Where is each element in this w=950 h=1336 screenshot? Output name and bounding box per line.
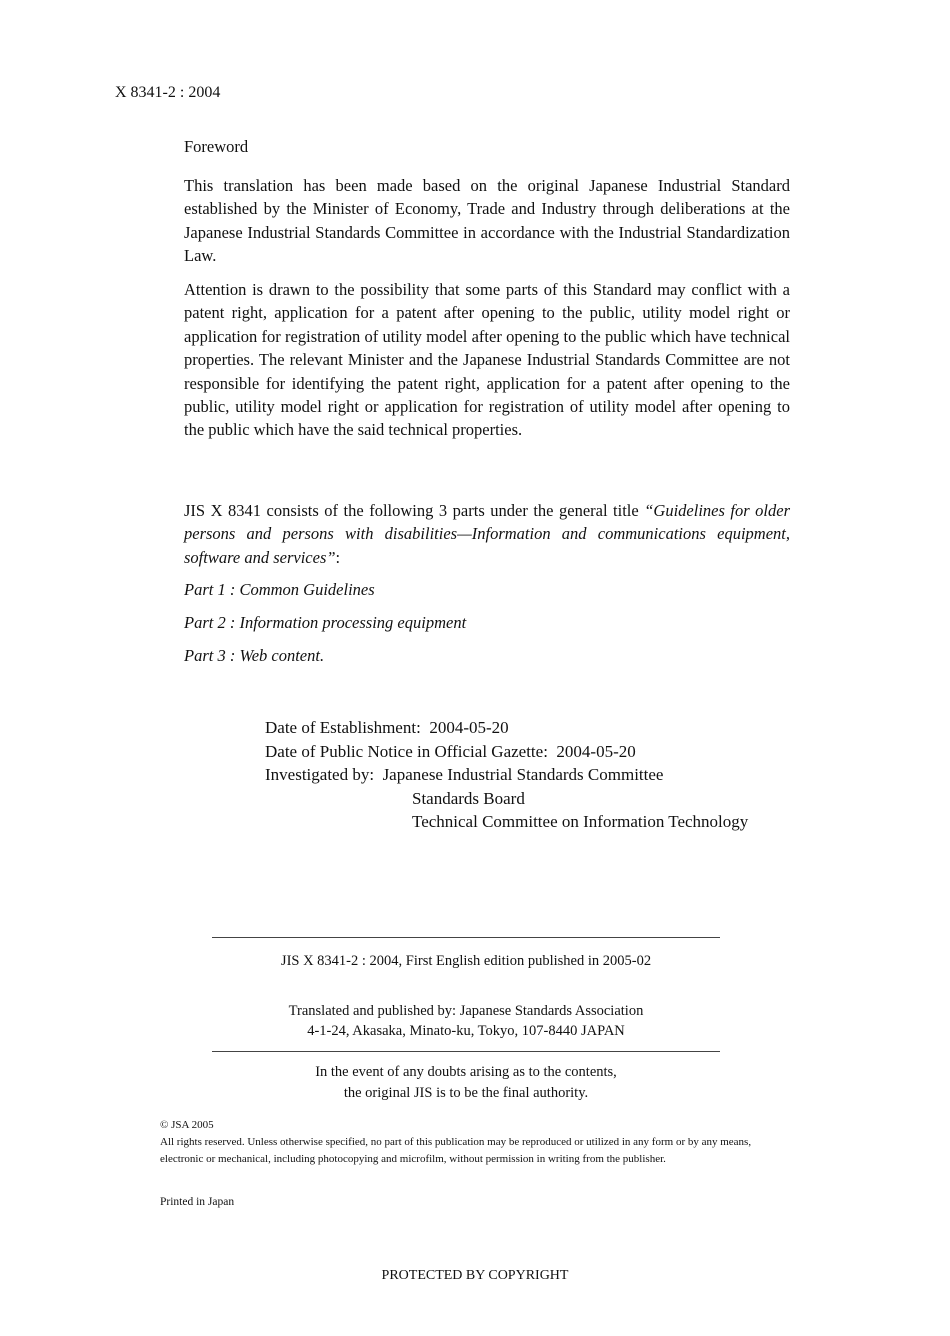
edition-line: JIS X 8341-2 : 2004, First English edition published in 2005-02 (280, 953, 652, 969)
publisher-block (212, 1001, 720, 1041)
investigated-body-2: Standards Board (412, 788, 525, 808)
part-3-title: Web content. (239, 646, 325, 665)
investigated-label: Investigated by: (265, 765, 375, 785)
notice-label: Date of Public Notice in Official Gazette: (265, 741, 548, 761)
investigated-row (265, 763, 748, 787)
divider-top (212, 937, 720, 938)
establishment-label: Date of Establishment: (265, 718, 421, 737)
parts-intro-colon: : (335, 547, 341, 567)
translated-by: Translated and published by: Japanese Standards Association (288, 1003, 644, 1019)
notice-row (265, 740, 748, 764)
establishment-info (265, 716, 748, 834)
divider-bottom (212, 1051, 720, 1052)
part-1-label: Part 1 : (184, 580, 240, 599)
part-1-title: Common Guidelines (239, 580, 375, 599)
part-2-label: Part 2 : (184, 613, 240, 632)
legal-notice (160, 1117, 780, 1168)
printed-in: Printed in Japan (160, 1196, 235, 1208)
establishment-date: 2004-05-20 (429, 718, 509, 737)
authority-note-line-1: In the event of any doubts arising as to the contents, (315, 1064, 617, 1080)
general-title: “Guidelines for older persons and persons with disabilities—Information and communications equipment, software and services” (184, 501, 791, 567)
parts-intro: JIS X 8341 consists of the following 3 parts under the general title (184, 501, 639, 520)
authority-note (212, 1062, 720, 1104)
part-2-title: Information processing equipment (239, 613, 467, 632)
copyright-footer: PROTECTED BY COPYRIGHT (381, 1268, 569, 1283)
investigated-body-3: Technical Committee on Information Technology (412, 812, 749, 832)
document-code: X 8341-2 : 2004 (115, 84, 221, 101)
investigated-body-1: Japanese Industrial Standards Committee (382, 765, 664, 785)
copyright-line: © JSA 2005 (160, 1119, 214, 1131)
publisher-address: 4-1-24, Akasaka, Minato-ku, Tokyo, 107-8440 JAPAN (307, 1023, 625, 1039)
part-1 (184, 580, 375, 600)
authority-note-line-2: the original JIS is to be the final authority. (343, 1085, 589, 1101)
part-3 (184, 646, 324, 666)
part-3-label: Part 3 : (184, 646, 240, 665)
foreword-heading: Foreword (184, 137, 249, 156)
rights-statement: All rights reserved. Unless otherwise specified, no part of this publication may be reproduced or utilized in any form or by any means, electronic or mechanical, including photocopying and microfilm, without permission in writing from the publisher. (160, 1136, 752, 1165)
notice-date: 2004-05-20 (556, 741, 636, 761)
part-2 (184, 613, 466, 633)
establishment-row (265, 716, 748, 740)
foreword-paragraph-2: Attention is drawn to the possibility that some parts of this Standard may conflict with a patent right, application for a patent after opening to the public, utility model right or application for registration of utility model after opening to the public which have technical properties. The relevant Minister and the Japanese Industrial Standards Committee are not responsible for identifying the patent right, application for a patent after opening to the public, utility model right or application for registration of utility model after opening to the public which have the said technical properties. (184, 280, 790, 440)
foreword-paragraph-3 (184, 499, 790, 569)
foreword-paragraph-1: This translation has been made based on the original Japanese Industrial Standard established by the Minister of Economy, Trade and Industry through deliberations at the Japanese Industrial Standards Committee in accordance with the Industrial Standardization Law. (184, 176, 790, 266)
